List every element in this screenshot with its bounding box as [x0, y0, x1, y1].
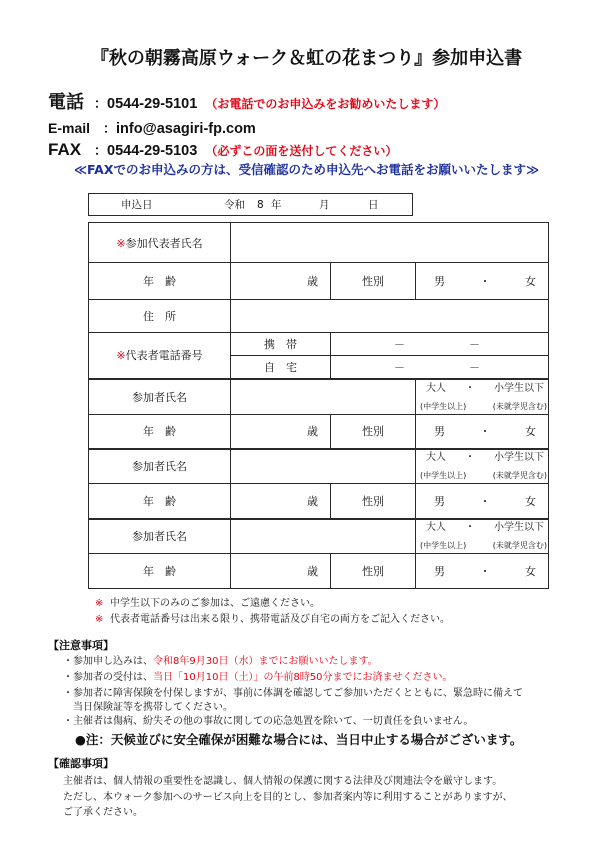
category-option-adult[interactable]: 大人 — [426, 522, 446, 534]
category-main-row — [416, 382, 548, 395]
address-label: 住 所 — [89, 300, 231, 333]
caution-text: 参加者の受付は、 — [73, 672, 153, 683]
email-contact-line — [48, 117, 256, 139]
category-option-adult[interactable]: 大人 — [426, 382, 446, 394]
note-text: 中学生以下のみのご参加は、ご遠慮ください。 — [110, 598, 320, 609]
caution-item — [63, 671, 453, 685]
participant-age-label: 年 齢 — [89, 415, 231, 449]
phone-number: 0544-29-5101 — [107, 96, 198, 112]
confirmation-heading: 【確認事項】 — [48, 757, 114, 770]
participant-gender-label: 性別 — [331, 415, 416, 449]
representative-gender-field — [416, 263, 549, 300]
phone-note: （お電話でのお申込みをお勧めいたします） — [205, 97, 446, 111]
category-note-row — [416, 540, 548, 551]
fax-label: FAX — [48, 140, 82, 159]
gender-option-female[interactable]: 女 — [525, 565, 536, 578]
mobile-phone-row — [89, 333, 549, 356]
representative-name-row — [89, 223, 549, 263]
category-options — [416, 382, 548, 412]
participant-1-age-field[interactable] — [231, 415, 331, 449]
caution-deadline: 令和8年9月30日（水）までにお願いいたします。 — [153, 656, 378, 667]
participant-name-label: 参加者氏名 — [89, 449, 231, 484]
gender-option-male[interactable]: 男 — [434, 565, 445, 578]
category-option-child[interactable]: 小学生以下 — [494, 452, 544, 464]
representative-phone-label — [89, 333, 231, 379]
representative-name-label-text: 参加代表者氏名 — [125, 236, 203, 250]
form-note — [95, 597, 320, 611]
application-date-year: 8 — [257, 199, 264, 211]
address-row — [89, 300, 549, 333]
bullet: ・ — [63, 672, 73, 683]
caution-item — [63, 687, 523, 701]
category-separator: ・ — [465, 382, 475, 394]
caution-item — [63, 655, 378, 669]
application-month-field[interactable] — [285, 198, 317, 212]
page-title: 『秋の朝霧高原ウォーク＆虹の花まつり』参加申込書 — [90, 48, 523, 69]
application-date-label: 申込日 — [121, 199, 153, 211]
category-note-child: (未就学児含む) — [492, 541, 548, 551]
caution-reception-time: 当日「10月10日（土）」の午前8時50分までにお済ませください。 — [153, 672, 453, 683]
home-label: 自 宅 — [231, 356, 331, 379]
gender-option-female[interactable]: 女 — [525, 425, 536, 439]
gender-separator: ・ — [479, 425, 491, 439]
participant-2-category-field — [416, 449, 549, 484]
phone-dash: － — [394, 338, 405, 351]
gender-options — [416, 563, 548, 579]
form-note — [95, 613, 450, 627]
gender-option-female[interactable]: 女 — [525, 275, 536, 288]
confirmation-line: ただし、本ウォーク参加へのサービス向上を目的とし、参加者案内等に利用することがありますが、 — [63, 792, 513, 803]
age-unit: 歳 — [307, 494, 318, 508]
fax-separator: ： — [94, 144, 108, 159]
representative-gender-label: 性別 — [331, 263, 416, 300]
application-date-day-unit: 日 — [368, 199, 379, 211]
gender-option-male[interactable]: 男 — [434, 494, 445, 508]
participant-3-gender-field — [416, 554, 549, 589]
application-date-row — [88, 193, 413, 216]
note-mark: ※ — [95, 614, 104, 625]
gender-separator: ・ — [479, 275, 491, 288]
caution-heading: 【注意事項】 — [48, 639, 114, 652]
category-note-child: (未就学児含む) — [492, 471, 548, 481]
age-unit: 歳 — [307, 425, 318, 439]
home-phone-field[interactable] — [331, 356, 549, 379]
representative-name-label — [89, 223, 231, 263]
caution-text: 主催者は傷病、紛失その他の事故に関しての応急処置を除いて、一切責任を負いません。 — [73, 716, 474, 727]
note-text: 代表者電話番号は出来る限り、携帯電話及び自宅の両方をご記入ください。 — [110, 614, 450, 625]
application-date-month-unit: 月 — [319, 199, 330, 211]
bullet: ・ — [63, 688, 73, 699]
phone-label: 電話 — [48, 92, 84, 113]
participant-1-age-row — [89, 415, 549, 449]
participant-gender-label: 性別 — [331, 484, 416, 519]
age-unit: 歳 — [307, 275, 318, 288]
address-field[interactable] — [231, 300, 549, 333]
participant-2-age-row — [89, 484, 549, 519]
category-note-row — [416, 401, 548, 412]
application-date-year-unit: 年 — [271, 199, 282, 211]
category-note-child: (未就学児含む) — [492, 401, 548, 411]
category-main-row — [416, 521, 548, 534]
category-options — [416, 451, 548, 481]
category-option-adult[interactable]: 大人 — [426, 452, 446, 464]
mobile-phone-field[interactable] — [331, 333, 549, 356]
gender-options — [416, 423, 548, 439]
phone-dash: － — [394, 360, 405, 374]
phone-separator: ： — [94, 97, 108, 112]
category-note-row — [416, 470, 548, 481]
email-label: E-mail — [48, 120, 91, 136]
category-option-child[interactable]: 小学生以下 — [494, 522, 544, 534]
age-unit: 歳 — [307, 565, 318, 578]
required-mark: ※ — [116, 236, 126, 250]
participant-gender-label: 性別 — [331, 554, 416, 589]
email-address-link[interactable]: info@asagiri-fp.com — [116, 121, 256, 137]
category-note-adult: (中学生以上) — [420, 541, 467, 551]
participant-name-label: 参加者氏名 — [89, 379, 231, 415]
gender-separator: ・ — [479, 565, 491, 578]
representative-age-row — [89, 263, 549, 300]
participant-age-label: 年 齢 — [89, 484, 231, 519]
gender-options — [416, 493, 548, 509]
participant-1-gender-field — [416, 415, 549, 449]
participant-2-name-field[interactable] — [231, 449, 416, 484]
participant-1-name-row — [89, 379, 549, 415]
fax-notice: ≪FAXでのお申込みの方は、受信確認のため申込先へお電話をお願いいたします≫ — [73, 162, 540, 177]
phone-dash: － — [469, 360, 480, 374]
gender-options — [416, 273, 548, 289]
category-main-row — [416, 451, 548, 464]
category-note-adult: (中学生以上) — [420, 471, 467, 481]
phone-dashes — [331, 359, 548, 375]
participant-1-name-field[interactable] — [231, 379, 416, 415]
participant-3-category-field — [416, 519, 549, 554]
bullet: ・ — [63, 716, 73, 727]
participant-1-category-field — [416, 379, 549, 415]
participant-age-label: 年 齢 — [89, 554, 231, 589]
category-separator: ・ — [465, 522, 475, 534]
caution-text: 参加者に障害保険を付保しますが、事前に体調を確認してご参加いただくとともに、緊急時に備えて — [73, 688, 523, 699]
category-note-adult: (中学生以上) — [420, 401, 467, 411]
representative-age-field[interactable] — [231, 263, 331, 300]
representative-name-field[interactable] — [231, 223, 549, 263]
participant-3-age-field[interactable] — [231, 554, 331, 589]
application-form-table — [88, 222, 549, 589]
category-options — [416, 521, 548, 551]
application-day-field[interactable] — [333, 198, 367, 212]
note-mark: ※ — [95, 598, 104, 609]
bullet: ・ — [63, 656, 73, 667]
gender-option-female[interactable]: 女 — [525, 494, 536, 508]
gender-option-male[interactable]: 男 — [434, 425, 445, 439]
representative-phone-label-text: 代表者電話番号 — [125, 349, 203, 363]
fax-number: 0544-29-5103 — [107, 143, 198, 159]
participant-name-label: 参加者氏名 — [89, 519, 231, 554]
fax-contact-line — [48, 139, 397, 161]
caution-text: 参加申し込みは、 — [73, 656, 153, 667]
caution-item-continuation: 当日保険証等を携帯してください。 — [73, 702, 233, 713]
mobile-label: 携 帯 — [231, 333, 331, 356]
weather-notice: ●注：天候並びに安全確保が困難な場合には、当日中止する場合がございます。 — [75, 732, 523, 747]
email-separator: ： — [103, 122, 117, 137]
gender-option-male[interactable]: 男 — [434, 275, 445, 288]
confirmation-line: 主催者は、個人情報の重要性を認識し、個人情報の保護に関する法律及び関連法令を厳守します。 — [63, 776, 503, 787]
representative-age-label: 年 齢 — [89, 263, 231, 300]
application-date-era: 令和 — [224, 199, 245, 211]
phone-dashes — [331, 336, 548, 352]
participant-3-name-field[interactable] — [231, 519, 416, 554]
participant-2-name-row — [89, 449, 549, 484]
caution-item — [63, 715, 473, 729]
required-mark: ※ — [116, 349, 126, 363]
participant-3-name-row — [89, 519, 549, 554]
category-separator: ・ — [465, 452, 475, 464]
confirmation-line: ご了承ください。 — [63, 807, 143, 818]
participant-2-age-field[interactable] — [231, 484, 331, 519]
phone-dash: － — [469, 338, 480, 351]
fax-note: （必ずこの面を送付してください） — [205, 144, 398, 158]
gender-separator: ・ — [479, 494, 491, 508]
participant-3-age-row — [89, 554, 549, 589]
participant-2-gender-field — [416, 484, 549, 519]
phone-contact-line — [48, 92, 445, 114]
category-option-child[interactable]: 小学生以下 — [494, 382, 544, 394]
